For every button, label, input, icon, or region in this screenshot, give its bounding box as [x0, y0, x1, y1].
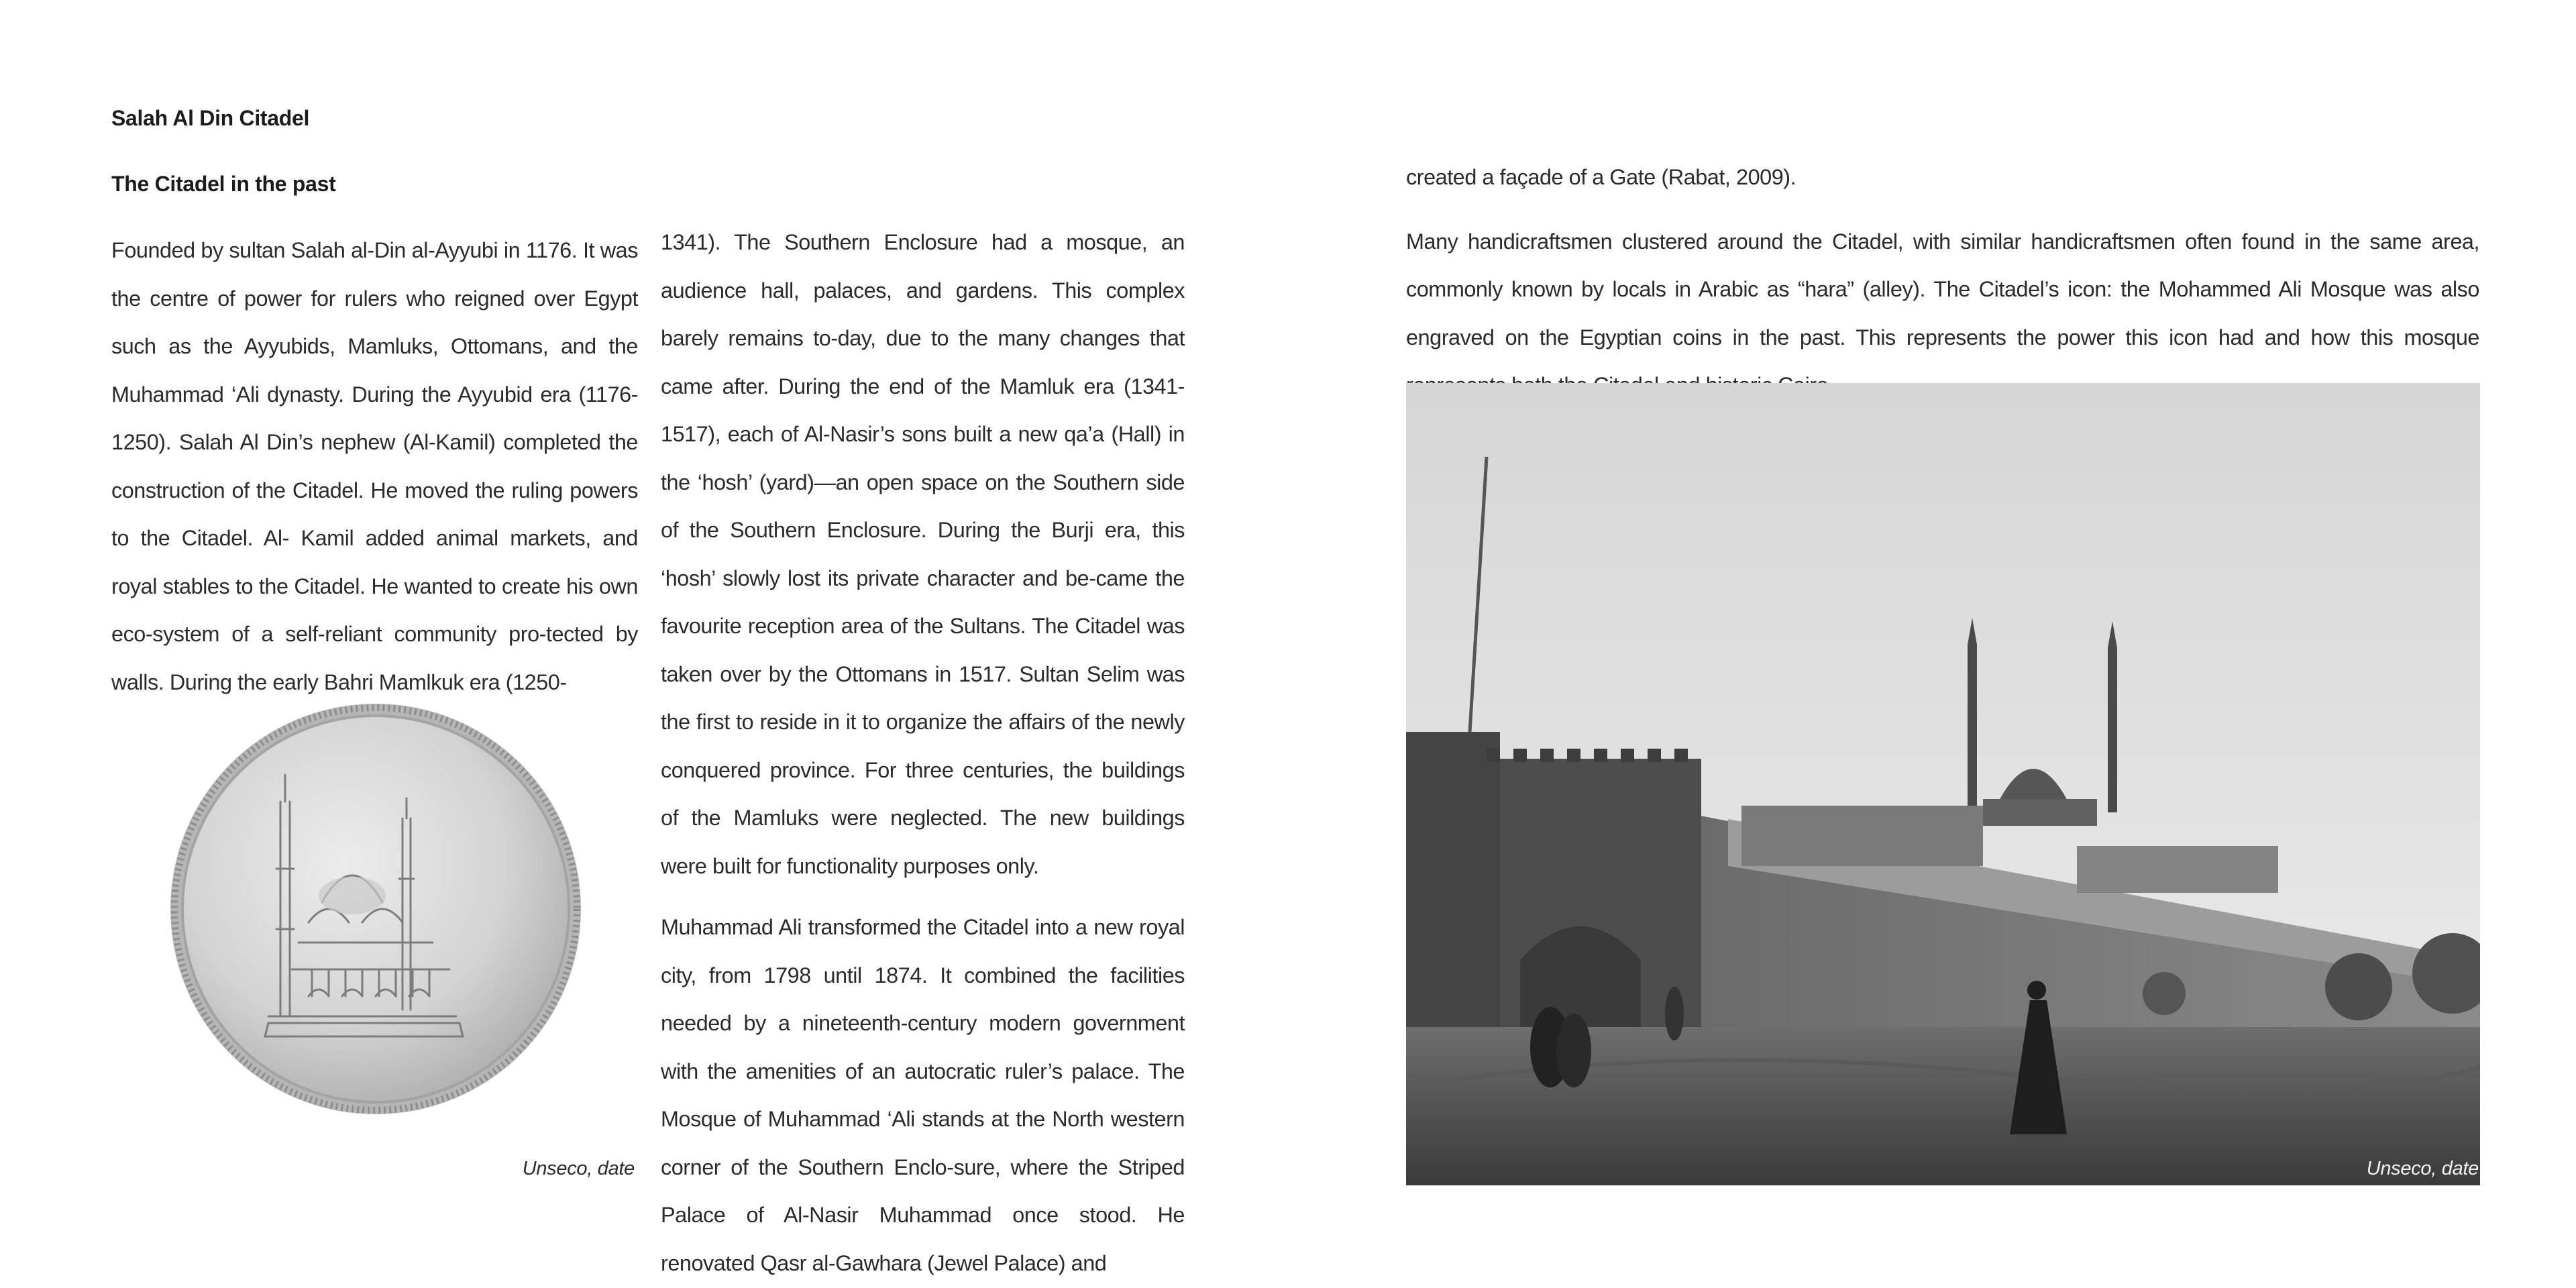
- citadel-photograph: [1406, 383, 2480, 1185]
- text-column-3: [1406, 154, 2479, 410]
- coin-illustration: [168, 701, 584, 1117]
- text-column-1: [111, 227, 638, 706]
- column1-paragraph: Founded by sultan Salah al-Din al-Ayyubi in 1176. It was the centre of power for rulers who reigned over Egypt such as the Ayyubids, Mamluks, Ottomans, and the Muhammad ‘Ali dynasty. During the Ayyubid era (1176-1250). Salah Al Din’s nephew (Al-Kamil) completed the construction of the Citadel. He moved the ruling powers to the Citadel. Al- Kamil added animal markets, and royal stables to the Citadel. He wanted to create his own eco-system of a self-reliant community pro-tected by walls. During the early Bahri Mamlkuk era (1250-: [111, 238, 638, 694]
- column3-paragraph-1: created a façade of a Gate (Rabat, 2009).: [1406, 165, 1796, 189]
- text-column-2: [661, 219, 1185, 1287]
- coin-caption: Unseco, date: [522, 1158, 635, 1179]
- column2-paragraph-2: Muhammad Ali transformed the Citadel into a new royal city, from 1798 until 1874. It combined the facilities needed by a nineteenth-century modern government with the amenities of an autocratic ruler’s palace. The Mosque of Muhammad ‘Ali stands at the North western corner of the Southern Enclo-sure, where the Striped Palace of Al-Nasir Muhammad once stood. He renovated Qasr al-Gawhara (Jewel Palace) and: [661, 915, 1185, 1275]
- coin-image: [168, 701, 584, 1117]
- column3-paragraph-2: Many handicraftsmen clustered around the Citadel, with similar handicraftsmen often found in the same area, commonly known by locals in Arabic as “hara” (alley). The Citadel’s icon: the Mohammed Ali Mosque was also engraved on the Egyptian coins in the past. This represents the power this icon had and how this mosque: [1406, 229, 2479, 350]
- section-title: Salah Al Din Citadel: [111, 106, 310, 130]
- subsection-title: The Citadel in the past: [111, 172, 336, 196]
- photo-caption: Unseco, date: [2366, 1158, 2479, 1179]
- citadel-photo-illustration: [1406, 383, 2480, 1185]
- column2-paragraph-1: 1341). The Southern Enclosure had a mosque, an audience hall, palaces, and gardens. This complex barely remains to-day, due to the many changes that came after. During the end of the Mamluk era (1341-1517), each of Al-Nasir’s sons built a new qa’a (Hall) in the ‘hosh’ (yard)—an open space on the Southern side of the Southern Enclosure. During the Burji era, this ‘hosh’ slowly lost its private character and be-came the favourite reception area of the Sultans. The Citadel was taken over by the Ottomans in 1517. Sultan Selim was the first to reside in it to organize the affairs of the newly conquered province. For three centuries, the buildings of the Mamluks were neglected. The new buildings were built for functionality purposes only.: [661, 230, 1185, 878]
